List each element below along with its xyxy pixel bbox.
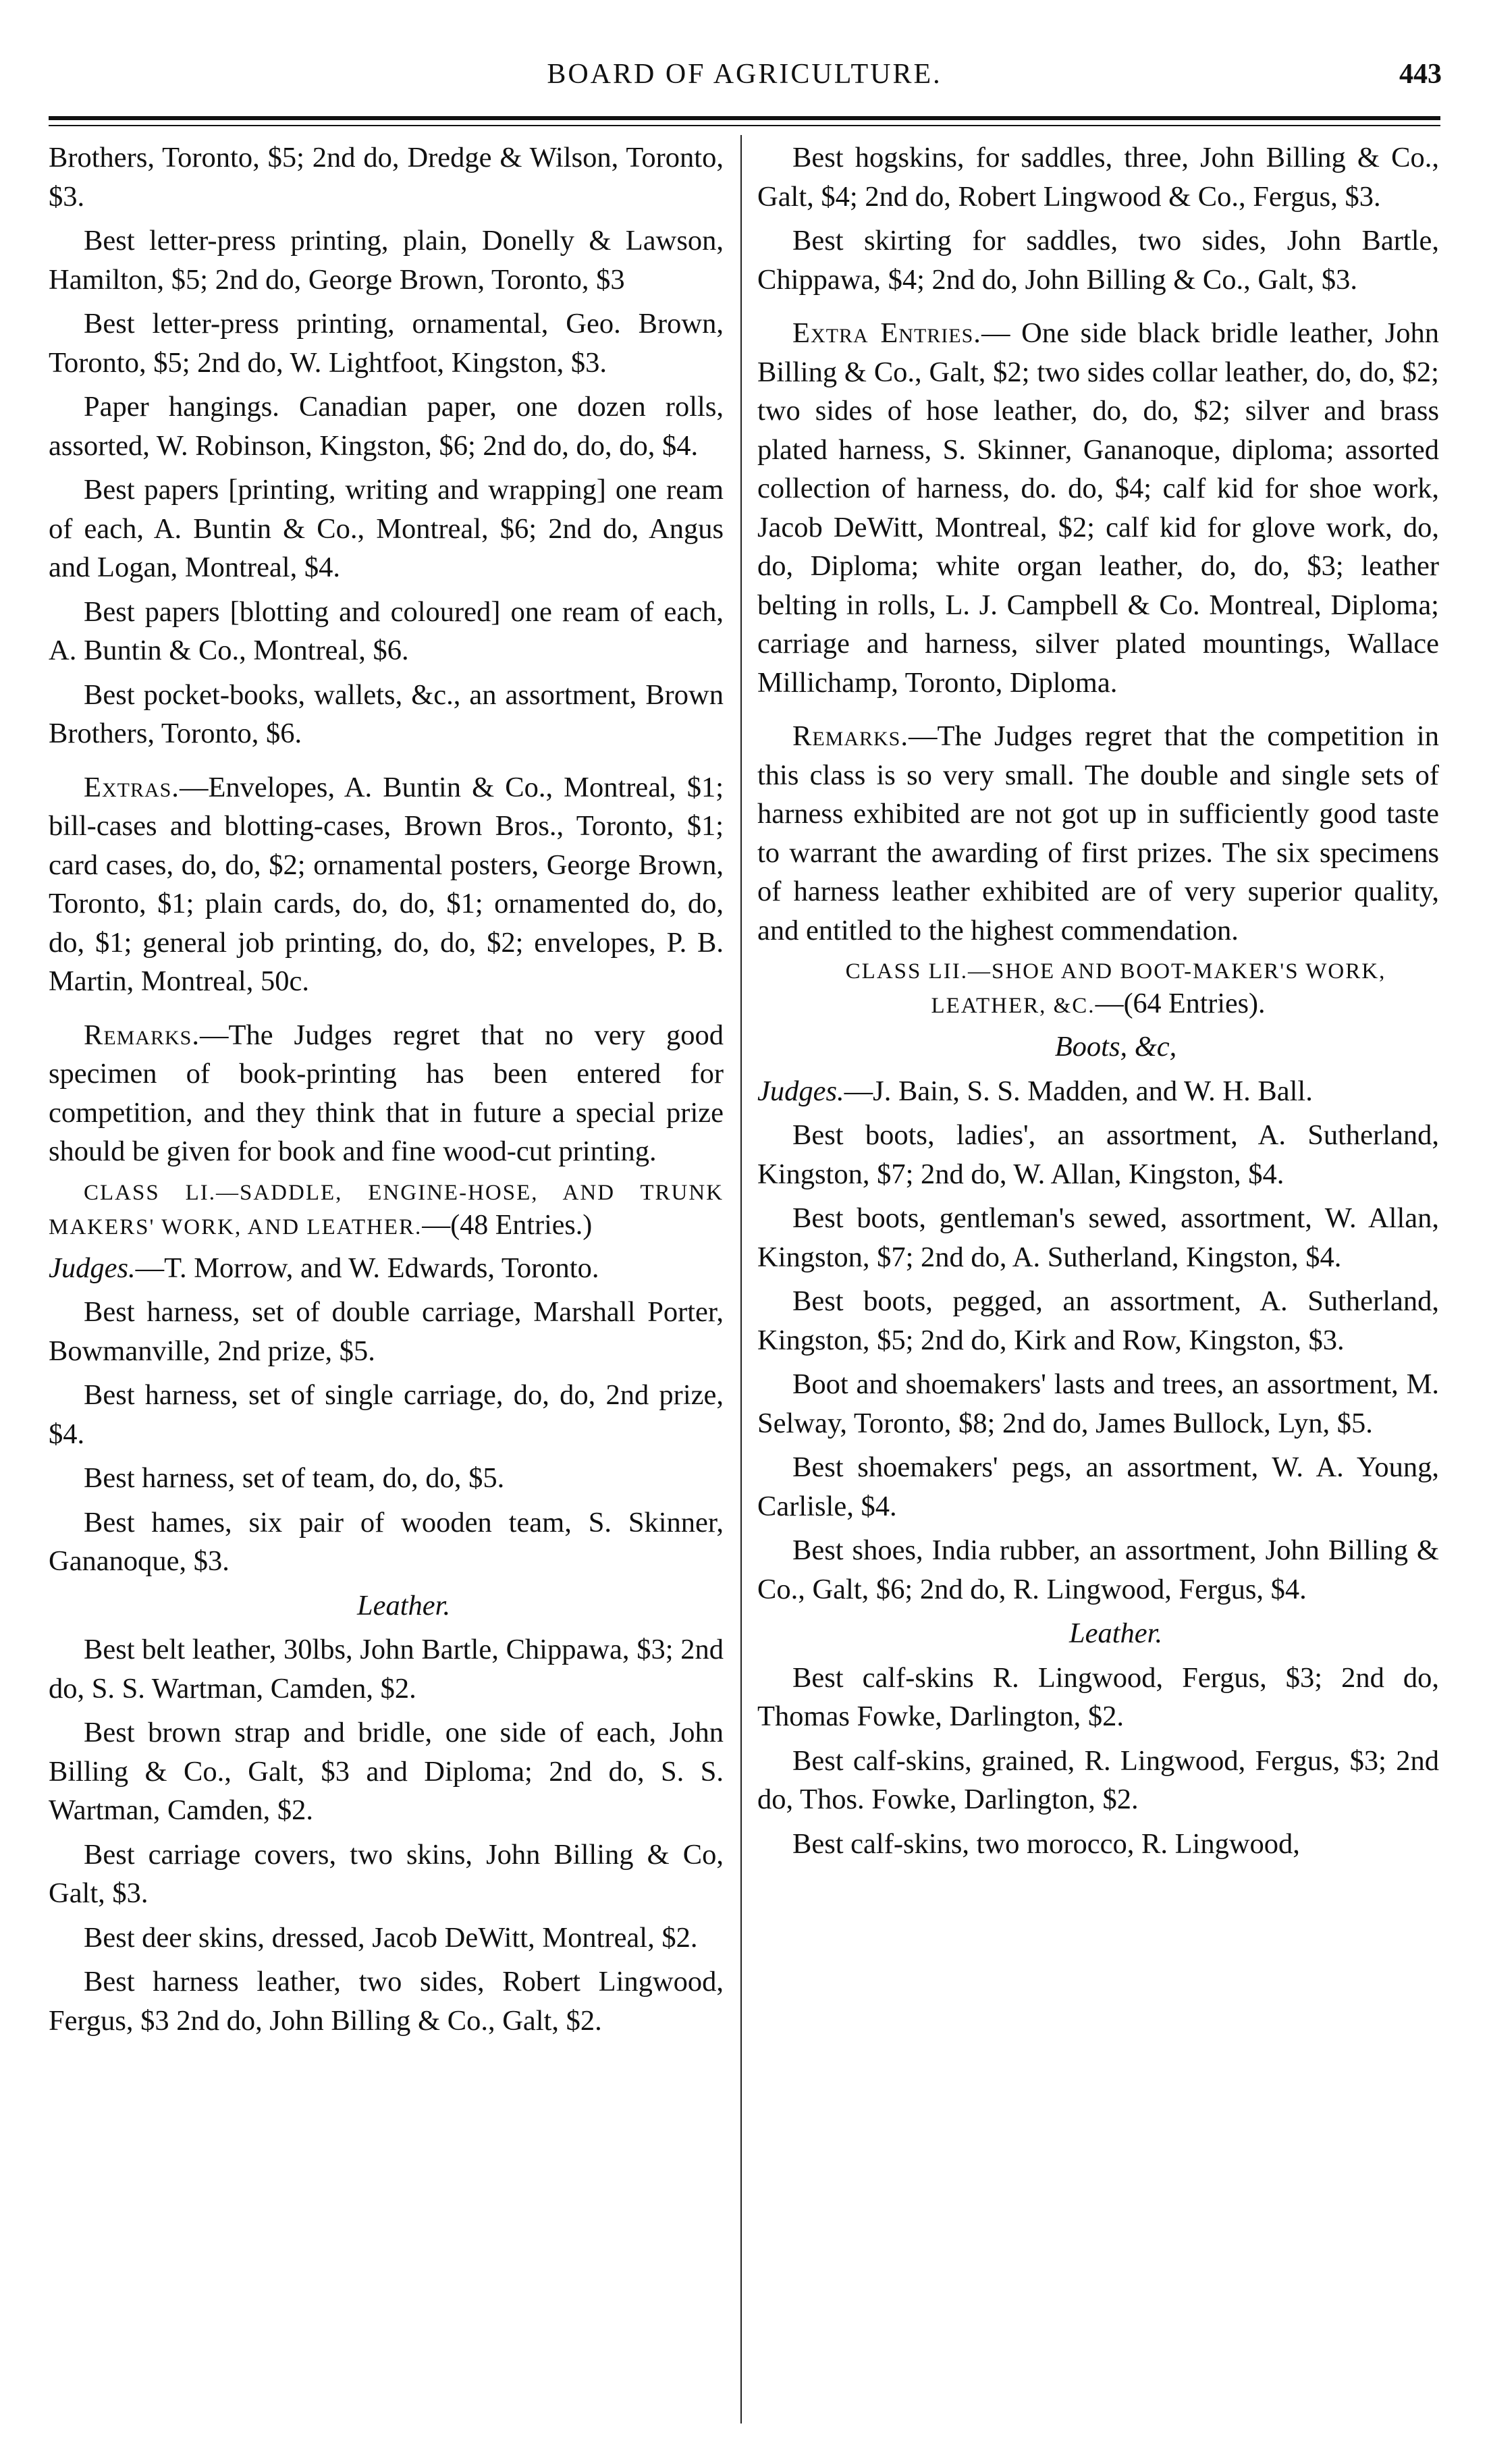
paragraph: Best hames, six pair of wooden team, S. Skinner, Gananoque, $3. <box>49 1506 724 1577</box>
left-column <box>49 138 724 2420</box>
paragraph: Best belt leather, 30lbs, John Bartle, Chippawa, $3; 2nd do, S. S. Wartman, Camden, $2. <box>49 1634 724 1705</box>
judges-names: —J. Bain, S. S. Madden, and W. H. Ball. <box>844 1075 1313 1107</box>
spacer <box>757 707 1439 717</box>
judges-label: Judges. <box>757 1075 844 1107</box>
judges-label: Judges. <box>49 1252 136 1284</box>
paragraph: Best deer skins, dressed, Jacob DeWitt, Montreal, $2. <box>84 1921 698 1954</box>
paragraph: Best pocket-books, wallets, &c., an assortment, Brown Brothers, Toronto, $6. <box>49 678 724 749</box>
extras-label: Extras. <box>84 771 180 803</box>
column-divider <box>740 135 742 2423</box>
paragraph: Best harness, set of double carriage, Marshall Porter, Bowmanville, 2nd prize, $5. <box>49 1296 724 1367</box>
extras-paragraph <box>49 768 724 1001</box>
judges-names: —T. Morrow, and W. Edwards, Toronto. <box>135 1252 599 1284</box>
paragraph: Paper hangings. Canadian paper, one dozen rolls, assorted, W. Robinson, Kingston, $6; 2nd do, do, do, $4. <box>49 391 724 462</box>
paragraph: Best boots, ladies', an assortment, A. Sutherland, Kingston, $7; 2nd do, W. Allan, Kingston, $4. <box>757 1119 1439 1190</box>
extra-entries-text: — One side black bridle leather, John Billing & Co., Galt, $2; two sides collar leather, do, do, $2; two sides of hose leather, do, do, $2; silver and brass plated harness, S. Skinner, Gananoque, diploma; assorted collection of harness, do. do, $4; calf kid for shoe work, Jacob DeWitt, Montreal, $2; calf kid for glove work, do, do, Diploma; white organ leather, do, do, $3; leather belting in rolls, L. J. Campbell & Co. Montreal, Diploma; carriage and harness, silver plated mountings, Wallace Millichamp, Toronto, Diploma. <box>757 317 1439 699</box>
paragraph: Brothers, Toronto, $5; 2nd do, Dredge & Wilson, Toronto, $3. <box>49 142 724 213</box>
class-heading-title: CLASS LI.—SADDLE, ENGINE-HOSE, AND TRUNK MAKERS' WORK, AND LEATHER. <box>49 1180 724 1239</box>
remarks-paragraph <box>757 717 1439 950</box>
remarks-text: —The Judges regret that no very good specimen of book-printing has been entered for competition, and they think that in future a special prize should be given for book and fine wood-cut printing. <box>49 1019 724 1167</box>
page-number: 443 <box>1399 59 1442 90</box>
paragraph: Best harness leather, two sides, Robert Lingwood, Fergus, $3 2nd do, John Billing & Co., Galt, $2. <box>49 1966 724 2037</box>
paragraph: Best carriage covers, two skins, John Billing & Co, Galt, $3. <box>49 1838 724 1909</box>
remarks-paragraph <box>49 1016 724 1171</box>
extra-entries-label: Extra Entries. <box>792 317 981 349</box>
spacer <box>49 1007 724 1016</box>
paragraph: Best skirting for saddles, two sides, John Bartle, Chippawa, $4; 2nd do, John Billing & Co., Galt, $3. <box>757 225 1439 296</box>
right-column <box>757 138 1439 2420</box>
judges-line <box>49 1249 724 1288</box>
remarks-label: Remarks. <box>84 1019 200 1051</box>
paragraph: Best calf-skins, two morocco, R. Lingwood, <box>792 1827 1300 1860</box>
paragraph: Best papers [printing, writing and wrapping] one ream of each, A. Buntin & Co., Montreal, $6; 2nd do, Angus and Logan, Montreal, $4. <box>49 474 724 583</box>
judges-line <box>757 1072 1439 1111</box>
class-heading <box>757 955 1439 1022</box>
paragraph: Best letter-press printing, plain, Donelly & Lawson, Hamilton, $5; 2nd do, George Brown, Toronto, $3 <box>49 225 724 296</box>
paragraph: Best shoemakers' pegs, an assortment, W. A. Young, Carlisle, $4. <box>757 1451 1439 1522</box>
paragraph: Boot and shoemakers' lasts and trees, an assortment, M. Selway, Toronto, $8; 2nd do, James Bullock, Lyn, $5. <box>757 1368 1439 1439</box>
class-entries-count: —(64 Entries). <box>1095 988 1266 1019</box>
paragraph: Best calf-skins, grained, R. Lingwood, Fergus, $3; 2nd do, Thos. Fowke, Darlington, $2. <box>757 1744 1439 1815</box>
paragraph: Best calf-skins R. Lingwood, Fergus, $3; 2nd do, Thomas Fowke, Darlington, $2. <box>757 1661 1439 1732</box>
spacer <box>757 304 1439 314</box>
extra-entries-paragraph <box>757 314 1439 702</box>
paragraph: Best hogskins, for saddles, three, John Billing & Co., Galt, $4; 2nd do, Robert Lingwood & Co., Fergus, $3. <box>757 142 1439 213</box>
paragraph: Best shoes, India rubber, an assortment, John Billing & Co., Galt, $6; 2nd do, R. Lingwood, Fergus, $4. <box>757 1534 1439 1605</box>
class-heading <box>49 1177 724 1243</box>
paragraph: Best letter-press printing, ornamental, Geo. Brown, Toronto, $5; 2nd do, W. Lightfoot, Kingston, $3. <box>49 308 724 379</box>
class-heading-title: CLASS LII.—SHOE AND BOOT-MAKER'S WORK, LEATHER, &C. <box>845 959 1386 1018</box>
page-title: BOARD OF AGRICULTURE. <box>547 59 942 90</box>
section-subheading: Leather. <box>1068 1617 1163 1649</box>
header-rule-thin <box>49 125 1440 126</box>
header-rule-thick <box>49 116 1440 120</box>
remarks-label: Remarks. <box>792 720 909 752</box>
paragraph: Best papers [blotting and coloured] one ream of each, A. Buntin & Co., Montreal, $6. <box>49 595 724 666</box>
paragraph: Best harness, set of team, do, do, $5. <box>84 1462 505 1494</box>
spacer <box>49 759 724 768</box>
paragraph: Best boots, gentleman's sewed, assortment, W. Allan, Kingston, $7; 2nd do, A. Sutherland, Kingston, $4. <box>757 1202 1439 1273</box>
paragraph: Best harness, set of single carriage, do, do, 2nd prize, $4. <box>49 1379 724 1450</box>
section-subheading: Leather. <box>356 1589 451 1622</box>
running-head <box>47 53 1442 100</box>
class-entries-count: —(48 Entries.) <box>422 1209 593 1241</box>
extras-text: —Envelopes, A. Buntin & Co., Montreal, $1; bill-cases and blotting-cases, Brown Bros., Toronto, $1; card cases, do, do, $2; ornamental posters, George Brown, Toronto, $1; plain cards, do, do, $1; ornamented do, do, do, $1; general job printing, do, do, $2; envelopes, P. B. Martin, Montreal, 50c. <box>49 771 724 997</box>
paragraph: Best brown strap and bridle, one side of each, John Billing & Co., Galt, $3 and Diploma; 2nd do, S. S. Wartman, Camden, $2. <box>49 1717 724 1826</box>
remarks-text: —The Judges regret that the competition in this class is so very small. The double and single sets of harness exhibited are not got up in sufficiently good taste to warrant the awarding of first prizes. The six specimens of harness leather exhibited are of very superior quality, and entitled to the highest commendation. <box>757 720 1439 946</box>
paragraph: Best boots, pegged, an assortment, A. Sutherland, Kingston, $5; 2nd do, Kirk and Row, Kingston, $3. <box>757 1285 1439 1356</box>
section-subheading: Boots, &c, <box>1054 1031 1177 1063</box>
